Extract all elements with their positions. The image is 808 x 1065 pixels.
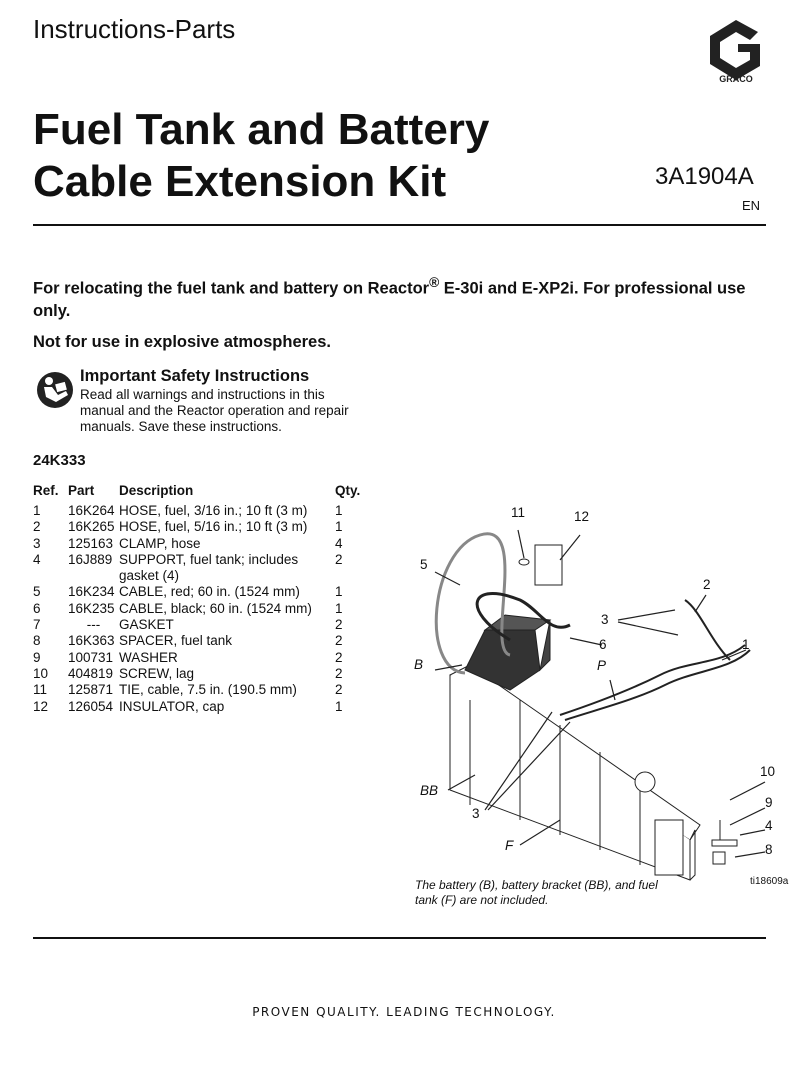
table-row	[33, 503, 365, 519]
table-header-row	[33, 480, 365, 503]
figure-id: ti18609a	[750, 876, 789, 887]
callout-label: 6	[599, 637, 607, 652]
language-code: EN	[742, 198, 761, 213]
kit-number: 24K333	[33, 452, 86, 469]
table-row	[33, 699, 365, 715]
fuel-tank-drawing	[450, 665, 700, 880]
callout-label: 3	[472, 806, 480, 821]
cell-qty: 1	[335, 698, 343, 714]
cell-ref: 9	[33, 649, 41, 665]
cell-description: SCREW, lag	[119, 665, 195, 681]
cell-qty: 2	[335, 617, 343, 633]
cell-ref: 1	[33, 503, 41, 518]
read-manual-icon	[36, 371, 74, 409]
safety-title: Important Safety Instructions	[80, 367, 310, 385]
cell-part: 16K264	[68, 503, 115, 518]
cell-ref: 10	[33, 665, 49, 681]
col-qty: Qty.	[335, 483, 361, 498]
cell-ref: 8	[33, 633, 41, 649]
parts-table	[33, 480, 365, 715]
col-ref: Ref.	[33, 483, 59, 498]
cell-part: 16K234	[68, 584, 115, 600]
cell-description: SPACER, fuel tank	[119, 633, 233, 649]
table-row	[33, 552, 365, 585]
callout-label: 9	[765, 795, 773, 810]
cell-qty: 1	[335, 519, 343, 535]
cell-part: 16K235	[68, 600, 115, 616]
cell-part: 126054	[68, 698, 114, 714]
header-divider	[33, 224, 766, 226]
cell-ref: 3	[33, 535, 41, 551]
cell-qty: 1	[335, 503, 343, 518]
callout-label: 12	[574, 509, 590, 524]
cell-ref: 4	[33, 551, 41, 567]
title-line-1: Fuel Tank and Battery	[33, 105, 490, 154]
cell-qty: 2	[335, 649, 343, 665]
cell-description: SUPPORT, fuel tank; includes gasket (4)	[119, 551, 299, 584]
cell-ref: 2	[33, 519, 41, 535]
table-row	[33, 584, 365, 600]
intro-usage	[33, 272, 768, 322]
cell-qty: 2	[335, 551, 343, 567]
intro-text	[33, 272, 768, 362]
parts-diagram	[400, 490, 790, 920]
cell-description: HOSE, fuel, 3/16 in.; 10 ft (3 m)	[119, 503, 308, 518]
table-row	[33, 666, 365, 682]
table-row	[33, 601, 365, 617]
cell-part: 16K363	[68, 633, 115, 649]
cell-qty: 2	[335, 682, 343, 698]
callout-label: B	[414, 657, 424, 672]
cell-description: GASKET	[119, 617, 174, 633]
document-type: Instructions-Parts	[33, 14, 236, 44]
callout-label: 10	[760, 764, 776, 779]
cell-qty: 1	[335, 584, 343, 600]
cell-description: INSULATOR, cap	[119, 698, 225, 714]
cell-part: 404819	[68, 665, 114, 681]
figure-caption: The battery (B), battery bracket (BB), and fuel tank (F) are not included.	[415, 878, 658, 907]
safety-text: Read all warnings and instructions in this manual and the Reactor operation and repair manuals. Save these instructions.	[80, 387, 349, 434]
table-row	[33, 519, 365, 535]
cell-qty: 2	[335, 665, 343, 681]
cell-ref: 7	[33, 617, 41, 633]
cell-part: ---	[86, 617, 101, 633]
cell-ref: 6	[33, 600, 41, 616]
cell-description: CABLE, black; 60 in. (1524 mm)	[119, 600, 312, 616]
cell-qty: 4	[335, 535, 343, 551]
intro-usage-post: E-30i and E-XP2i. For professional use only.	[33, 279, 746, 320]
intro-warning: Not for use in explosive atmospheres.	[33, 332, 331, 351]
cell-description: CLAMP, hose	[119, 535, 201, 551]
table-row	[33, 682, 365, 698]
callout-label: 1	[742, 637, 750, 652]
callout-label: 2	[703, 577, 711, 592]
col-description: Description	[119, 483, 194, 498]
cell-part: 100731	[68, 649, 114, 665]
table-row	[33, 633, 365, 649]
cell-part: 125871	[68, 682, 114, 698]
table-row	[33, 650, 365, 666]
registered-mark: ®	[429, 275, 440, 290]
table-row	[33, 536, 365, 552]
cell-part: 16K265	[68, 519, 115, 535]
callout-label: P	[597, 658, 607, 673]
svg-text:GRACO: GRACO	[719, 74, 753, 84]
callout-label: 8	[765, 842, 773, 857]
cell-description: CABLE, red; 60 in. (1524 mm)	[119, 584, 300, 600]
callout-label: BB	[420, 783, 439, 798]
footer-tagline: PROVEN QUALITY. LEADING TECHNOLOGY.	[252, 1005, 556, 1019]
callout-label: 4	[765, 818, 773, 833]
cell-ref: 5	[33, 584, 41, 600]
intro-usage-pre: For relocating the fuel tank and battery on Reactor	[33, 279, 430, 298]
callout-label: F	[505, 838, 514, 853]
cell-ref: 12	[33, 698, 49, 714]
page-title	[33, 104, 489, 208]
document-number: 3A1904A	[655, 163, 754, 190]
callout-label: 3	[601, 612, 609, 627]
cell-description: WASHER	[119, 649, 178, 665]
title-line-2: Cable Extension Kit	[33, 157, 447, 206]
col-part: Part	[68, 483, 95, 498]
cell-part: 125163	[68, 535, 114, 551]
cell-qty: 2	[335, 633, 343, 649]
cell-ref: 11	[33, 682, 48, 698]
cell-part: 16J889	[68, 551, 113, 567]
footer-divider	[33, 937, 766, 939]
callout-label: 11	[511, 505, 526, 520]
cell-description: HOSE, fuel, 5/16 in.; 10 ft (3 m)	[119, 519, 308, 535]
callout-label: 5	[420, 557, 428, 572]
cell-qty: 1	[335, 600, 343, 616]
table-row	[33, 617, 365, 633]
cell-description: TIE, cable, 7.5 in. (190.5 mm)	[119, 682, 297, 698]
graco-logo	[700, 18, 772, 84]
